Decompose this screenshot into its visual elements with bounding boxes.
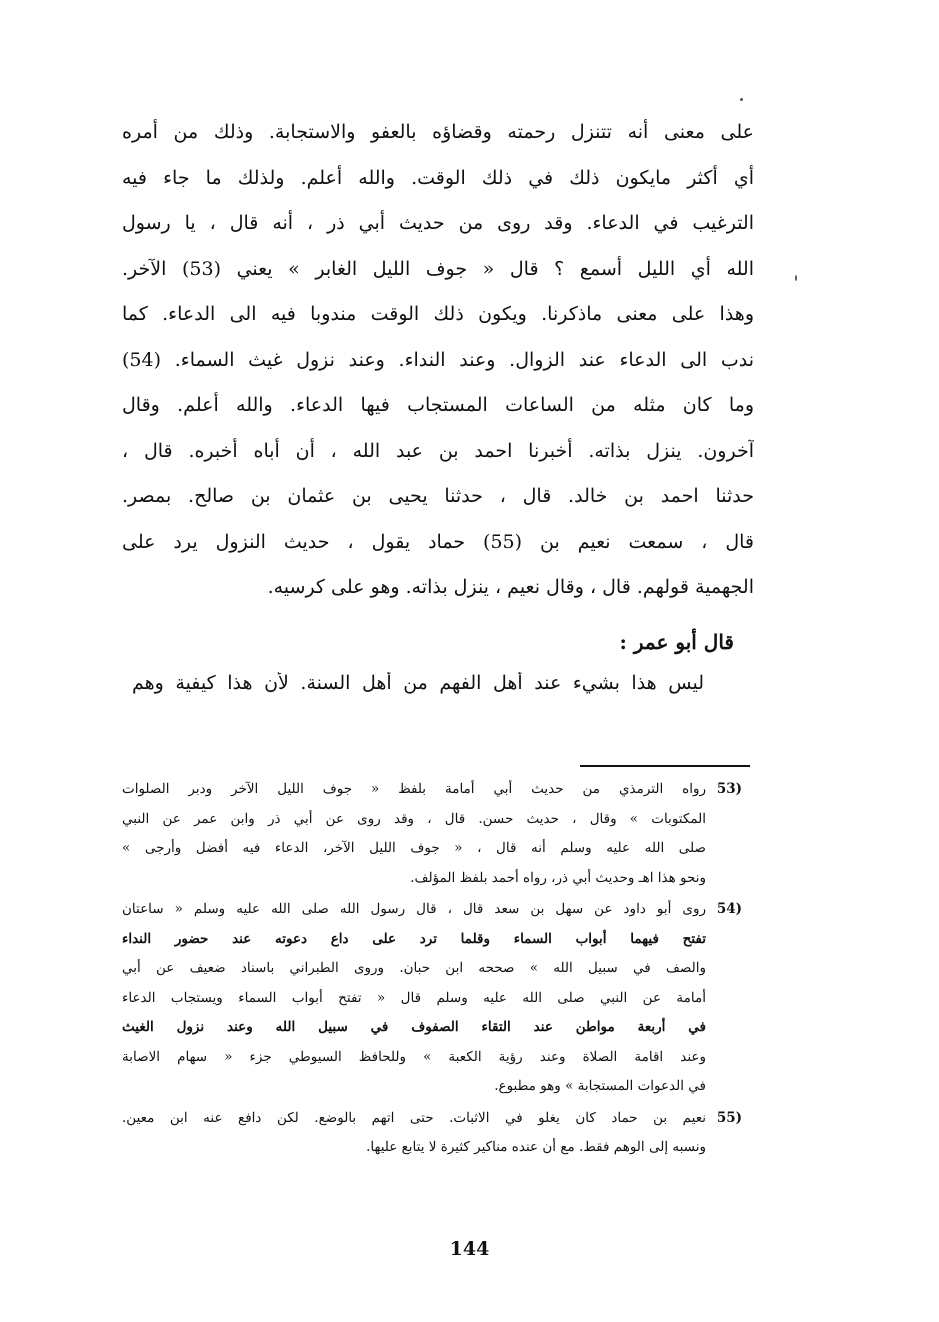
text-line: على معنى أنه تتنزل رحمته وقضاؤه بالعفو والاستجابة. وذلك من أمره [122, 121, 754, 143]
footnote-line: تفتح فيهما أبواب السماء وقلما ترد على داع دعوته عند حضور النداء [122, 930, 706, 947]
text-line: وهذا على معنى ماذكرنا. ويكون ذلك الوقت مندوبا فيه الى الدعاء. كما [122, 303, 754, 325]
text-line: وما كان مثله من الساعات المستجاب فيها الدعاء. والله أعلم. وقال [122, 394, 754, 416]
text-line: الترغيب في الدعاء. وقد روى من حديث أبي ذر ، أنه قال ، يا رسول [122, 212, 754, 234]
footnote-line: وعند اقامة الصلاة وعند رؤية الكعبة » وللحافظ السيوطي جزء « سهام الاصابة [122, 1048, 706, 1065]
text-line: آخرون. ينزل بذاته. أخبرنا احمد بن عبد الله ، أن أباه أخبره. قال ، [122, 439, 754, 462]
footnote-53 [122, 775, 742, 893]
footnote-line: نعيم بن حماد كان يغلو في الاثبات. حتى اتهم بالوضع. لكن دافع عنه ابن معين. [122, 1109, 706, 1126]
footnotes-section [122, 775, 742, 1165]
footnote-line: رواه الترمذي من حديث أبي أمامة بلفظ « جوف الليل الآخر ودبر الصلوات [122, 781, 706, 797]
main-text-body [122, 110, 754, 611]
text-line: أي أكثر مايكون ذلك في ذلك الوقت. والله أعلم. ولذلك ما جاء فيه [122, 166, 754, 189]
footnote-line: في أربعة مواطن عند التقاء الصفوف في سبيل الله وعند نزول الغيث [122, 1019, 706, 1035]
scan-speck [795, 275, 797, 281]
footnote-number: (55 [716, 1109, 742, 1126]
text-line: الجهمية قولهم. قال ، وقال نعيم ، ينزل بذاته. وهو على كرسيه. [267, 576, 754, 598]
footnote-line: صلى الله عليه وسلم أنه قال ، « جوف الليل الآخر، الدعاء فيه أفضل وأرجى » [122, 840, 706, 856]
footnote-line: ونسبه إلى الوهم فقط. مع أن عنده مناكير كثيرة لا يتابع عليها. [366, 1139, 706, 1155]
section-heading: قال أبو عمر : [619, 630, 734, 654]
footnote-number: (54 [716, 901, 742, 917]
footnote-line: ونحو هذا اهـ وحديث أبي ذر، رواه أحمد بلفظ المؤلف. [410, 869, 706, 886]
text-line: الله أي الليل أسمع ؟ قال « جوف الليل الغابر » يعني (53) الآخر. [122, 257, 754, 280]
footnote-line: أمامة عن النبي صلى الله عليه وسلم قال « تفتح أبواب السماء ويستجاب الدعاء [122, 989, 706, 1006]
footnote-55 [122, 1104, 742, 1163]
page-number: 144 [449, 1238, 490, 1260]
footnote-line: في الدعوات المستجابة » وهو مطبوع. [494, 1078, 706, 1094]
text-line: ليس هذا بشيء عند أهل الفهم من أهل السنة. لأن هذا كيفية وهم [132, 672, 704, 694]
footnote-line: المكتوبات » وقال ، حديث حسن. قال ، وقد روى عن أبي ذر وابن عمر عن النبي [122, 810, 706, 827]
text-line: قال ، سمعت نعيم بن (55) حماد يقول ، حديث النزول يرد على [122, 530, 754, 553]
footnote-number: (53 [716, 781, 742, 797]
scan-speck [740, 98, 743, 101]
footnote-divider [580, 765, 750, 767]
text-line: ندب الى الدعاء عند الزوال. وعند النداء. وعند نزول غيث السماء. (54) [122, 348, 754, 371]
footnote-line: والصف في سبيل الله » صححه ابن حبان. وروى الطبراني باسناد ضعيف عن أبي [122, 960, 706, 976]
text-line: حدثنا احمد بن خالد. قال ، حدثنا يحيى بن عثمان بن صالح. بمصر. [122, 485, 754, 507]
footnote-54 [122, 895, 742, 1102]
footnote-line: روى أبو داود عن سهل بن سعد قال ، قال رسول الله صلى الله عليه وسلم « ساعتان [122, 901, 706, 917]
